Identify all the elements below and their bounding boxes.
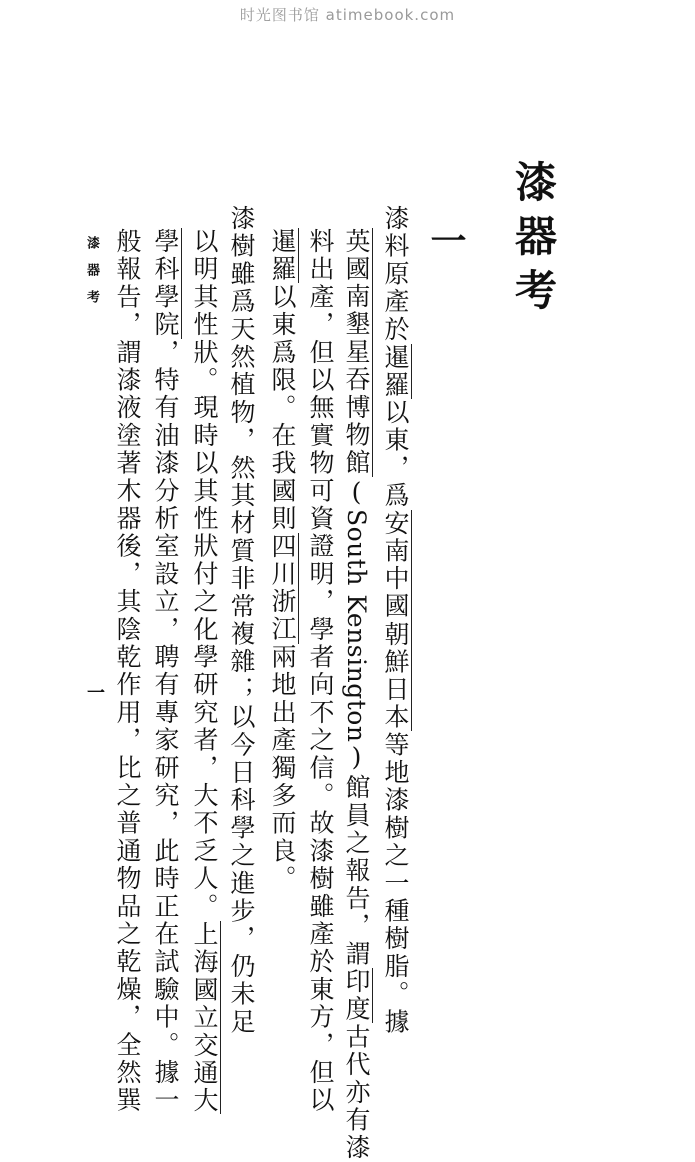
proper-noun-underline: 日本 xyxy=(381,675,410,732)
proper-noun-underline: 印度 xyxy=(342,968,371,1024)
proper-noun-underline: 四川 xyxy=(268,532,297,589)
text-segment: 以東爲限。在我國則 xyxy=(268,283,297,533)
text-segment: 以東，爲 xyxy=(381,398,410,510)
body-line xyxy=(383,205,408,1036)
text-segment: )館員之報告，謂 xyxy=(342,742,371,969)
proper-noun-underline: 學科學院 xyxy=(151,228,180,339)
proper-noun-underline: 暹羅 xyxy=(268,228,297,284)
proper-noun-underline: 中國 xyxy=(381,565,410,621)
body-line xyxy=(344,228,369,1162)
proper-noun-underline: 上海國立交通大 xyxy=(190,920,219,1115)
body-line xyxy=(192,228,217,1114)
body-line xyxy=(270,228,295,893)
proper-noun-underline: 安南 xyxy=(381,509,410,566)
watermark: 时光图书馆 atimebook.com xyxy=(239,6,456,24)
text-segment: 漆樹雖爲天然植物，然其材質非常複雜；以今日科學之進步，仍未足 xyxy=(227,205,256,1036)
proper-noun-underline: 英國 xyxy=(342,228,371,284)
text-segment: ，特有油漆分析室設立，聘有專家研究，此時正在試驗中。據一 xyxy=(151,338,180,1115)
latin-text: South Kensington xyxy=(342,509,371,743)
page-title: 漆器考 xyxy=(509,160,558,322)
page-number: 一 xyxy=(84,683,105,701)
body-line xyxy=(115,228,140,1114)
section-number: 一 xyxy=(425,222,467,258)
text-segment: 般報告，謂漆液塗著木器後，其陰乾作用，比之普通物品之乾燥，全然巽 xyxy=(113,228,142,1115)
body-line xyxy=(229,205,254,1036)
proper-noun-underline: 朝鮮 xyxy=(381,620,410,676)
text-segment: ( xyxy=(342,477,371,510)
body-line xyxy=(308,228,333,1114)
text-segment: 等地漆樹之一種樹脂。據 xyxy=(381,731,410,1037)
running-head: 漆器考 xyxy=(84,236,99,317)
text-segment: 料出產，但以無實物可資證明，學者向不之信。故漆樹雖產於東方，但以 xyxy=(306,228,335,1115)
proper-noun-underline: 南墾星吞博物館 xyxy=(342,283,371,478)
text-segment: 漆料原產於 xyxy=(381,205,410,344)
proper-noun-underline: 暹羅 xyxy=(381,343,410,399)
proper-noun-underline: 浙江 xyxy=(268,588,297,644)
text-segment: 以明其性狀。現時以其性狀付之化學研究者，大不乏人。 xyxy=(190,228,219,921)
text-segment: 古代亦有漆 xyxy=(342,1023,371,1162)
body-line xyxy=(153,228,178,1114)
text-segment: 兩地出產獨多而良。 xyxy=(268,643,297,893)
